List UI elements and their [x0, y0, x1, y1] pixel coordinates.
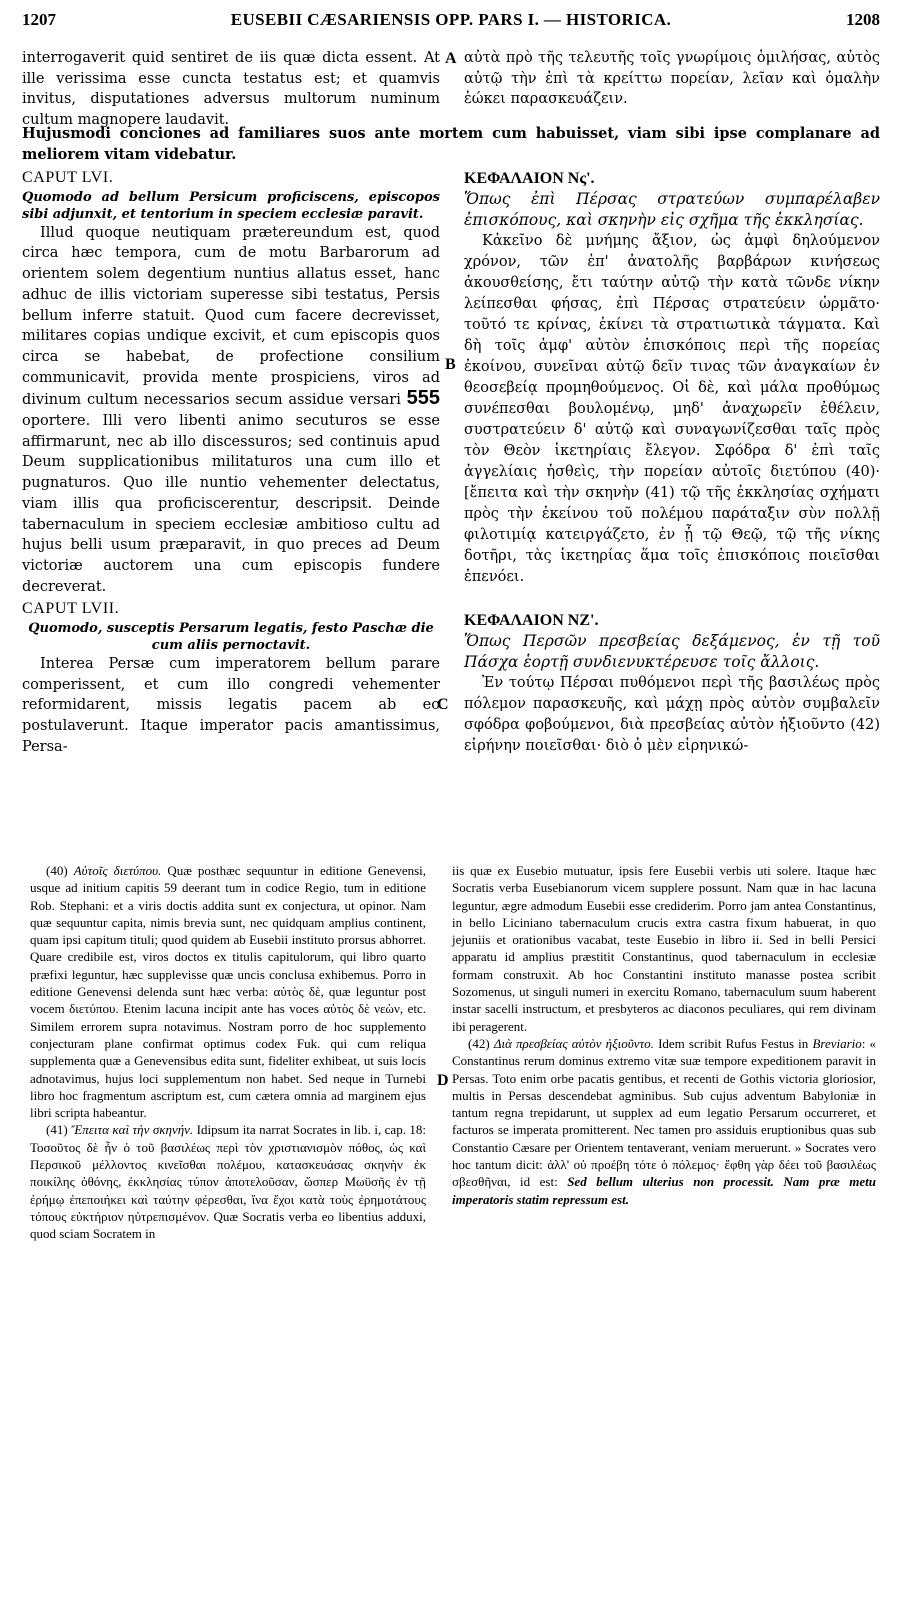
latin-paragraph-1	[22, 223, 440, 598]
greek-paragraph-2: Ἐν τούτῳ Πέρσαι πυθόμενοι περὶ τῆς βασιλέως πρὸς πόλεμον παρασκευῆς, καὶ μάχῃ πρὸς αὐτὸν συμβαλεῖν σφόδρα φοβούμενοι, διὰ πρεσβείας αὐτὸν ἠξιοῦντο (42) εἰρήνην ποιεῖσθαι· διὸ ὁ μὲν εἰρηνικώ-	[464, 675, 880, 754]
page-mark-555: 555	[406, 387, 440, 410]
note-41-label: (41)	[46, 1122, 68, 1138]
note-41-lemma: Ἔπειτα καὶ τὴν σκηνήν.	[71, 1122, 194, 1138]
latin-top-text: interrogaverit quid sentiret de iis quæ dicta essent. At ille verissima esse cuncta testatus est; et quamvis invitus, disputationes adversus multorum numinum cultum magnopere laudavit.	[22, 50, 440, 129]
kephalaion-56-summary: Ὅπως ἐπὶ Πέρσας στρατεύων συμπαρέλαβεν ἐπισκόπους, καὶ σκηνὴν εἰς σχῆμα τῆς ἐκκλησίας.	[464, 190, 880, 229]
note-42-lemma: Διὰ πρεσβείας αὐτὸν ἠξιοῦντο.	[493, 1035, 654, 1051]
note-41-continuation: iis quæ ex Eusebio mutuatur, ipsis fere Eusebii verbis uti solere. Itaque hæc Socratis verba Eusebianorum vicem supplere possunt. Nam quæ in hac lacuna leguntur, ægre admodum Eusebii esse crediderim. Porro jam antea Constantinus, in bello Liciniano tabernaculum crucis extra castra fixum habuerat, in quo jejuniis et orationibus vacabat, teste Eusebio in libro ii. Sed in belli Persici apparatu id amplius præstitit Constantinus, quod tabernaculum in ecclesiæ formam construxit. Ab hoc Constantini instituto manasse postea scribit Sozomenus, ut singuli numeri in exercitu Romano, tabernaculum suum haberent instar sacelli instructum, et presbyteros ac diaconos peculiares, qui rem divinam ibi peragerent.	[452, 863, 876, 1034]
caput-57-heading: CAPUT LVII.	[22, 600, 120, 618]
note-40-text: Quæ posthæc sequuntur in editione Genevensi, usque ad initium capitis 59 deerant tum in codice Regio, tum in editione Rob. Stephani: et a viris doctis addita sunt ex conjectura, ut opinor. Nam quæ sequuntur capita, nimis brevia sunt, nec quidquam amplius continent, quam ipsi capitum tituli; quod quidem ab Eusebii instituto prorsus abhorret. Quare credibile est, viros doctos ex titulis capitulorum, qui libro quarto præfixi leguntur, hæc supplevisse quæ uncis conclusa exhibemus. Porro in editione Genevensi delenda sunt hæc verba: αὐτὸς δὲ, quæ leguntur post vocem διετύπου. Etenim lacuna incipit ante has voces αὐτὸς δὲ νεὼν, etc. Similem errorem supra notavimus. Nostram porro de hoc supplemento conjecturam plane confirmat optimus codex Fuk. qui cum reliqua supplementa quæ a Genevensibus edita sunt, fideliter exhibeat, ut suis locis adnotavimus, hujus loci supplementum non habet. Sed neque in Turnebi libro hoc fragmentum ascriptum est, cum cætera omnia ad marginem ejus libri scripta habeantur.	[30, 863, 427, 1121]
page-number-right: 1208	[846, 10, 880, 29]
note-40-lemma: Αὐτοῖς διετύπου.	[73, 863, 162, 878]
page-number-left: 1207	[22, 10, 56, 29]
margin-letter-a: A	[445, 50, 457, 67]
latin-paragraph-2: Interea Persæ cum imperatorem bellum parare comperissent, et cum illo congredi vehementer reformidarent, missis legatis pacem ab eo postulaverunt. Itaque imperator pacis amantissimus, Persa-	[22, 656, 440, 755]
full-width-line: Hujusmodi conciones ad familiares suos ante mortem cum habuisset, viam sibi ipse complanare ad meliorem vitam videbatur.	[22, 125, 880, 163]
latin-paragraph-1a: Illud quoque neutiquam prætereundum est, quod circa hæc tempora, cum de motu Barbarorum ad orientem solem degentium nuntius allatus esset, hanc adhuc de illis victoriam superesse sibi testatus, Persis bellum inferre statuit. Quod cum facere decrevisset, militares copias undique excivit, et cum episcopis quos circa se habebat, de profectione consilium communicavit, provida mente prospiciens, viros ad divinum cultum necessarios secum assidue versari	[22, 224, 440, 409]
note-42-breviario: Breviario	[812, 1035, 862, 1051]
footnotes-left	[30, 862, 426, 1243]
kephalaion-57-heading: ΚΕΦΑΛΑΙΟΝ ΝΖ'.	[464, 612, 599, 629]
note-42-text-b: : « Constantinus rerum dominus extremo vitæ suæ tempore expeditionem paravit in Persas. Toto enim orbe pacatis gentibus, et recenti de Gothis victoria gloriosior, multis in Persas descendebat agminibus. Sub cujus adventum Babyloniæ in tantum regna trepidarunt, ut supplex ad eum legatio Persarum occurreret, et facturos se imperata promitterent. Nec tamen pro assiduis eruptionibus quas sub Constantio Cæsare per Orientem tentaverant, veniam meruerunt. » Socrates vero hoc tantum dicit: ἀλλ' οὐ προέβη τότε ὁ πόλεμος· ἔφθη γὰρ δέει τοῦ βασιλέως σβεσθῆναι, id est:	[452, 1035, 877, 1190]
note-40-label: (40)	[46, 863, 68, 878]
caput-56-heading: CAPUT LVI.	[22, 169, 114, 186]
note-41-text: Idipsum ita narrat Socrates in lib. i, cap. 18: Τοσοῦτος δὲ ἦν ὁ τοῦ βασιλέως περὶ τὸν χριστιανισμὸν πόθος, ὡς καὶ Περσικοῦ μέλλοντος κινεῖσθαι πολέμου, κατασκευάσας σκηνὴν ἐκ ποικίλης ὀθόνης, ἐκκλησίας τύπον ἀποτελοῦσαν, ὥσπερ Μωϋσῆς ἐν τῇ ἐρήμῳ ἐπεποιήκει καὶ ταύτην φέρεσθαι, ἵνα ἔχοι κατὰ τοὺς ἐρημοτάτους τόπους εὐκτήριον ηὐτρεπισμένον. Quæ Socratis verba eo libentius adduxi, quod sciam Socratem in	[30, 1122, 427, 1242]
greek-column	[464, 168, 880, 757]
margin-letter-c: C	[437, 696, 449, 713]
running-header	[22, 8, 880, 36]
kephalaion-56-heading: ΚΕΦΑΛΑΙΟΝ Νς'.	[464, 170, 595, 187]
margin-letter-b: B	[445, 356, 456, 373]
kephalaion-57-summary: Ὅπως Περσῶν πρεσβείας δεξάμενος, ἐν τῇ τοῦ Πάσχα ἑορτῇ συνδιενυκτέρευσε τοῖς ἄλλοις.	[464, 632, 880, 671]
running-head-title: EUSEBII CÆSARIENSIS OPP. PARS I. — HISTORICA.	[230, 10, 672, 29]
caput-57-summary: Quomodo, susceptis Persarum legatis, festo Paschæ die cum aliis pernoctavit.	[28, 621, 434, 654]
margin-letter-d: D	[437, 1072, 449, 1089]
note-42-text-a: Idem scribit Rufus Festus in	[658, 1035, 809, 1051]
greek-top-continuation	[464, 48, 880, 110]
caput-56-summary: Quomodo ad bellum Persicum proficiscens, episcopos sibi adjunxit, et tentorium in speciem ecclesiæ paravit.	[22, 189, 440, 222]
latin-column	[22, 168, 440, 758]
note-42-label: (42)	[468, 1035, 490, 1051]
greek-paragraph-1: Κἀκεῖνο δὲ μνήμης ἄξιον, ὡς ἀμφὶ δηλούμενον χρόνον, τῶν ἐπ' ἀνατολῆς βαρβάρων κινήσεως ἀκουσθείσης, ἔτι ταύτην αὐτῷ τὴν κατὰ τῶνδε νίκην λείπεσθαι φήσας, ἐπὶ Πέρσας στρατεύειν ὡρμᾶτο· τοῦτό τε κρίνας, ἐκίνει τὰ στρατιωτικὰ τάγματα. Καὶ δὴ τοῖς ἀμφ' αὐτὸν ἐπισκόποις περὶ τῆς πορείας ἐκοίνου, συνεῖναι αὐτῷ δεῖν τινας τῶν ἀναγκαίων ἐν θεοσεβείᾳ προμηθούμενος. Οἱ δὲ, καὶ μάλα προθύμως συνέπεσθαι βουλομένῳ, μηδ' ἀναχωρεῖν ἐθέλειν, συστρατεύειν δ' αὐτῷ καὶ συναγωνίζεσθαι ταῖς πρὸς τὸν Θεὸν ἱκετηρίαις ἔλεγον. Σφόδρα δ' ἐπὶ ταῖς ἀγγελίαις ἡσθεὶς, τὴν πορείαν αὐτοῖς διετύπου (40)· [ἔπειτα καὶ τὴν σκηνὴν (41) τῷ τῆς ἐκκλησίας σχήματι πρὸς τὴν ἐκείνου τοῦ πολέμου παράταξιν σὺν πολλῇ φιλοτιμίᾳ κατειργάζετο, ἐν ᾗ τῷ Θεῷ, τῷ τῆς νίκης δοτῆρι, τὰς ἱκετηρίας ἅμα τοῖς ἐπισκόποις ποιεῖσθαι ἐπενόει.	[464, 233, 880, 585]
note-41	[30, 1121, 426, 1242]
note-42	[452, 1035, 876, 1208]
latin-paragraph-1b: oportere. Illi vero libenti animo secuturos se esse affirmarunt, nec ab illo discessuros; sed continuis apud Deum supplicationibus militaturos una cum illo et pugnaturos. Quo ille nuntio vehementer delectatus, viam illis qua proficiscerentur, descripsit. Deinde tabernaculum in speciem ecclesiæ ambitioso cultu ad hujus belli usum præparavit, in quo preces ad Deum victoriæ auctorem una cum episcopis fundere decreverat.	[22, 413, 440, 595]
footnotes-right	[452, 862, 876, 1208]
latin-top-continuation	[22, 48, 440, 131]
greek-top-text: αὐτὰ πρὸ τῆς τελευτῆς τοῖς γνωρίμοις ὁμιλήσας, αὐτὸς αὐτῷ τὴν ἐπὶ τὰ κρείττω πορείαν, λεῖαν καὶ ὁμαλὴν ἑώκει παρασκευάζειν.	[464, 50, 880, 108]
note-40	[30, 862, 426, 1121]
note-42-ending: Sed bellum ulterius non processit. Nam præ metu imperatoris statim repressum est.	[452, 1174, 877, 1207]
